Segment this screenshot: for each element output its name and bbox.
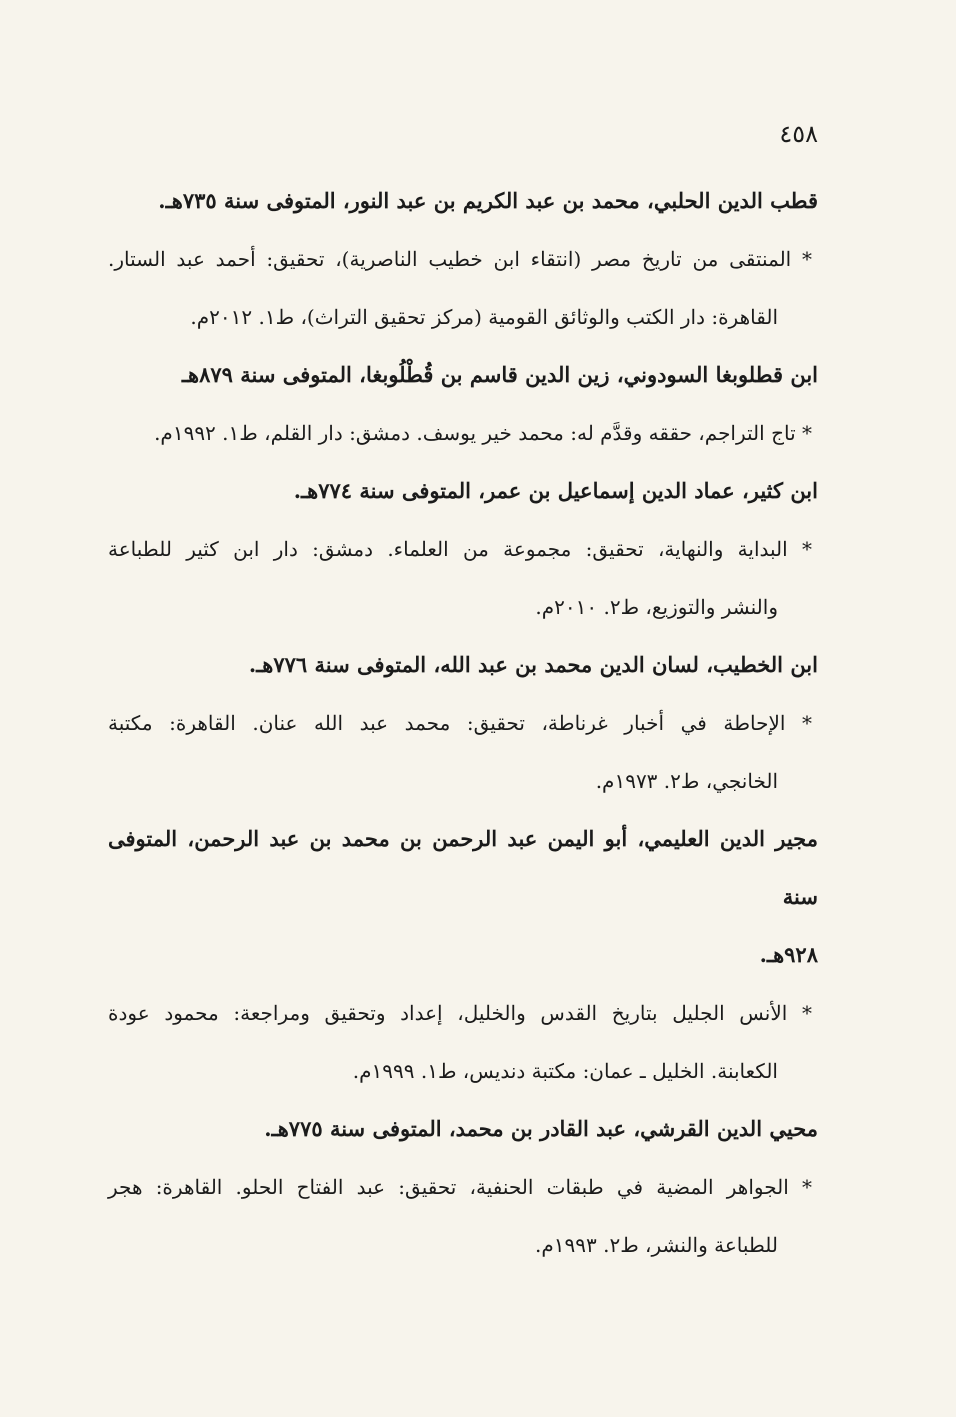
work-citation xyxy=(108,404,818,462)
citation-line: * المنتقى من تاريخ مصر (انتقاء ابن خطيب الناصرية)، تحقيق: أحمد عبد الستار. xyxy=(108,247,812,271)
citation-line: * الأنس الجليل بتاريخ القدس والخليل، إعداد وتحقيق ومراجعة: محمود عودة xyxy=(108,1001,812,1025)
author-line: مجير الدين العليمي، أبو اليمن عبد الرحمن بن محمد بن عبد الرحمن، المتوفى سنة xyxy=(108,826,818,909)
citation-line: الخانجي، ط٢. ١٩٧٣م. xyxy=(595,769,778,793)
author-line: ٩٢٨هـ. xyxy=(759,942,818,967)
bibliography-entry xyxy=(108,1100,818,1274)
citation-line: القاهرة: دار الكتب والوثائق القومية (مركز تحقيق التراث)، ط١. ٢٠١٢م. xyxy=(190,305,778,329)
author-line: قطب الدين الحلبي، محمد بن عبد الكريم بن عبد النور، المتوفى سنة ٧٣٥هـ. xyxy=(158,188,818,213)
work-citation xyxy=(108,984,818,1100)
bibliography-entry xyxy=(108,346,818,462)
author-heading xyxy=(108,636,818,694)
author-heading xyxy=(108,462,818,520)
bibliography-entry xyxy=(108,810,818,1100)
citation-line: للطباعة والنشر، ط٢. ١٩٩٣م. xyxy=(535,1233,778,1257)
page-number: ٤٥٨ xyxy=(779,120,818,148)
author-line: محيي الدين القرشي، عبد القادر بن محمد، المتوفى سنة ٧٧٥هـ. xyxy=(264,1116,818,1141)
bibliography-list xyxy=(108,172,818,1274)
author-heading xyxy=(108,346,818,404)
author-line: ابن كثير، عماد الدين إسماعيل بن عمر، المتوفى سنة ٧٧٤هـ. xyxy=(293,478,818,503)
work-citation xyxy=(108,694,818,810)
work-citation xyxy=(108,520,818,636)
author-line: ابن قطلوبغا السودوني، زين الدين قاسم بن قُطْلُوبغا، المتوفى سنة ٨٧٩هـ xyxy=(181,362,818,387)
citation-line: الكعابنة. الخليل ـ عمان: مكتبة دنديس، ط١. ١٩٩٩م. xyxy=(352,1059,778,1083)
author-heading xyxy=(108,1100,818,1158)
author-heading xyxy=(108,172,818,230)
citation-line: * البداية والنهاية، تحقيق: مجموعة من العلماء. دمشق: دار ابن كثير للطباعة xyxy=(108,537,812,561)
work-citation xyxy=(108,230,818,346)
bibliography-entry xyxy=(108,636,818,810)
work-citation xyxy=(108,1158,818,1274)
bibliography-entry xyxy=(108,462,818,636)
author-line: ابن الخطيب، لسان الدين محمد بن عبد الله، المتوفى سنة ٧٧٦هـ. xyxy=(248,652,818,677)
bibliography-entry xyxy=(108,172,818,346)
citation-line: والنشر والتوزيع، ط٢. ٢٠١٠م. xyxy=(535,595,778,619)
citation-line: * الإحاطة في أخبار غرناطة، تحقيق: محمد عبد الله عنان. القاهرة: مكتبة xyxy=(108,711,812,735)
citation-line: * تاج التراجم، حققه وقدَّم له: محمد خير يوسف. دمشق: دار القلم، ط١. ١٩٩٢م. xyxy=(154,421,812,445)
citation-line: * الجواهر المضية في طبقات الحنفية، تحقيق: عبد الفتاح الحلو. القاهرة: هجر xyxy=(108,1175,812,1199)
author-heading xyxy=(108,810,818,984)
